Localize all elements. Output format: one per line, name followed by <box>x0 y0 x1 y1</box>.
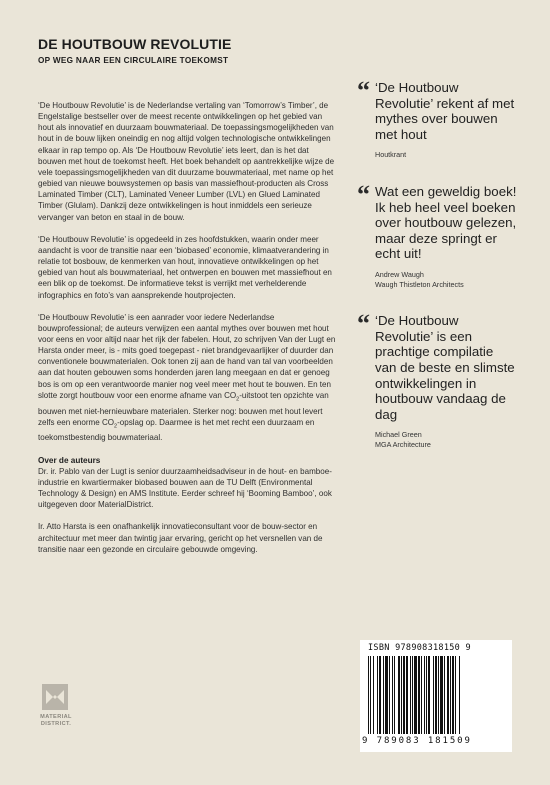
quote-source <box>375 150 517 160</box>
quote-mark-icon: “ <box>357 309 370 339</box>
paragraph-recommendation <box>38 312 338 444</box>
paragraph-recommendation-part-b: -uitstoot ten opzichte van bouwen met niet-hernieuwbare materialen. Sterker nog: bouwen met hout levert zelfs een enorme CO <box>38 390 329 427</box>
description-column <box>38 100 338 566</box>
paragraph-recommendation-part-a: ‘De Houtbouw Revolutie’ is een aanrader voor iedere Nederlandse bouwprofessional; de auteurs verwijzen een aantal mythes over bouwen met hout voor eens en voor altijd naar het rijk der fabelen. Hout, zo schrijven Van der Lugt en Harsta onder meer, is - mits goed toegepast - niet brandgevaarlijker of duurder dan conventionele bouwmaterialen. Ook tonen zij aan de hand van tal van voorbeelden aan dat houten gebouwen soms honderden jaren lang meegaan en dat er genoeg bos is om op een verantwoorde manier nog veel meer met hout te bouwen. En ten slotte zorgt houtbouw voor een enorme afname van CO <box>38 312 336 400</box>
authors-heading: Over de auteurs <box>38 455 101 465</box>
paragraph-recommendation-part-c: -opslag op. Daarmee is het met recht een duurzaam en toekomstbestendig bouwmateriaal. <box>38 417 315 443</box>
barcode-bar <box>403 656 405 734</box>
quote-source-name: Andrew Waugh <box>375 269 424 279</box>
barcode-bar <box>398 656 400 734</box>
quotes-column <box>357 76 517 473</box>
barcode-bar <box>447 656 449 734</box>
quote-item <box>357 179 517 289</box>
barcode-bar <box>370 656 371 734</box>
barcode-bars <box>368 656 500 734</box>
isbn-label: ISBN 978908318150 9 <box>368 643 471 653</box>
page-title: DE HOUTBOUW REVOLUTIE <box>38 36 232 52</box>
barcode-bar <box>450 656 451 734</box>
barcode-bar <box>410 656 411 734</box>
quote-text: ‘De Houtbouw Revolutie’ is een prachtige compilatie van de beste en slimste ontwikkelingen in houtbouw vandaag de dag <box>375 313 515 422</box>
quote-source-org: MGA Architecture <box>375 439 431 449</box>
barcode-bar <box>392 656 393 734</box>
barcode-bar <box>424 656 425 734</box>
barcode-bar <box>394 656 395 734</box>
quote-mark-icon: “ <box>357 179 370 209</box>
publisher-name-line2: DISTRICT. <box>40 721 72 727</box>
isbn-barcode <box>360 640 512 752</box>
quote-source-name: Michael Green <box>375 430 422 440</box>
barcode-bar <box>412 656 413 734</box>
barcode-bar <box>373 656 374 734</box>
barcode-bar <box>459 656 460 734</box>
barcode-bar <box>426 656 427 734</box>
barcode-bar <box>379 656 381 734</box>
barcode-bar <box>444 656 445 734</box>
barcode-bar <box>418 656 420 734</box>
barcode-digits: 9 789083 181509 <box>362 736 472 746</box>
quote-mark-icon: “ <box>357 76 370 105</box>
barcode-bar <box>421 656 422 734</box>
barcode-bar <box>406 656 408 734</box>
barcode-bar <box>452 656 454 734</box>
material-district-logo-icon <box>42 684 68 710</box>
barcode-bar <box>389 656 390 734</box>
barcode-bar <box>401 656 402 734</box>
barcode-bar <box>435 656 437 734</box>
co2-subscript: 2 <box>114 423 118 430</box>
quote-source-org: Waugh Thistleton Architects <box>375 279 464 289</box>
quote-text: ‘De Houtbouw Revolutie’ rekent af met mythes over bouwen met hout <box>375 80 515 142</box>
barcode-bar <box>428 656 430 734</box>
paragraph-intro: ‘De Houtbouw Revolutie’ is de Nederlandse vertaling van ‘Tomorrow’s Timber’, de Engelstalige bestseller over de meest recente ontwikkelingen op het gebied van hout als innovatief en duurzaam bouwmateriaal. De toepassingsmogelijkheden van hout in de bouw lijken oneindig en nog altijd volgen technologische ontwikkelingen elkaar in rap tempo op. Als ‘De Houtbouw Revolutie’ iets leert, dan is het dat bouwen met hout de toekomst heeft. Het boek behandelt op aantrekkelijke wijze de vele toepassingsmogelijkheden van dit duurzame bouwmateriaal, met name op het gebied van nieuwe bouwsystemen op basis van massiefhout-producten als Cross Laminated Timber (CLT), Laminated Veneer Lumber (LVL) en Glued Laminated Timber (Glulam). Dankzij deze ontwikkelingen is hout inmiddels een serieuze vervanger van beton en staal in de bouw. <box>38 101 335 222</box>
barcode-bar <box>383 656 384 734</box>
barcode-bar <box>433 656 434 734</box>
page-subtitle: OP WEG NAAR EEN CIRCULAIRE TOEKOMST <box>38 56 229 65</box>
co2-subscript: 2 <box>236 396 240 403</box>
barcode-bar <box>440 656 443 734</box>
quote-text: Wat een geweldig boek! Ik heb heel veel boeken over houtbouw gelezen, maar deze springt er echt uit! <box>375 183 517 262</box>
barcode-bar <box>385 656 388 734</box>
paragraph-author-harsta: Ir. Atto Harsta is een onafhankelijk innovatieconsultant voor de bouw-sector en architectuur met meer dan twintig jaar ervaring, gericht op het versnellen van de transitie naar een gezonde en circulaire gebouwde omgeving. <box>38 522 323 554</box>
quote-source <box>375 270 517 289</box>
barcode-bar <box>438 656 439 734</box>
barcode-bar <box>455 656 456 734</box>
publisher-name-line1: MATERIAL <box>40 714 72 720</box>
paragraph-author-van-der-lugt: Dr. ir. Pablo van der Lugt is senior duurzaamheidsadviseur in de hout- en bamboe-industrie en kwartiermaker biobased bouwen aan de TU Delft (Environmental Technology & Design) en AMS Institute. Eerder schreef hij ‘Booming Bamboo’, ook uitgegeven door MaterialDistrict. <box>38 466 332 510</box>
publisher-logo <box>36 684 76 728</box>
quote-item <box>357 76 517 160</box>
quote-source <box>375 430 517 449</box>
barcode-bar <box>368 656 369 734</box>
publisher-name <box>36 714 76 728</box>
barcode-bar <box>414 656 417 734</box>
paragraph-structure: ‘De Houtbouw Revolutie’ is opgedeeld in zes hoofdstukken, waarin onder meer aandacht is voor de transitie naar een ‘biobased’ economie, klimaatverandering in relatie tot bosbouw, de kenmerken van hout, innovatieve ontwikkelingen op het gebied van hout als bouwmateriaal, het ontwerpen en bouwen met massiefhout en een blik op de toekomst. De informatieve tekst is verrijkt met verhelderende infographics en foto’s van aansprekende houtprojecten. <box>38 234 332 300</box>
quote-item <box>357 309 517 449</box>
quote-source-name: Houtkrant <box>375 150 407 160</box>
barcode-bar <box>377 656 378 734</box>
